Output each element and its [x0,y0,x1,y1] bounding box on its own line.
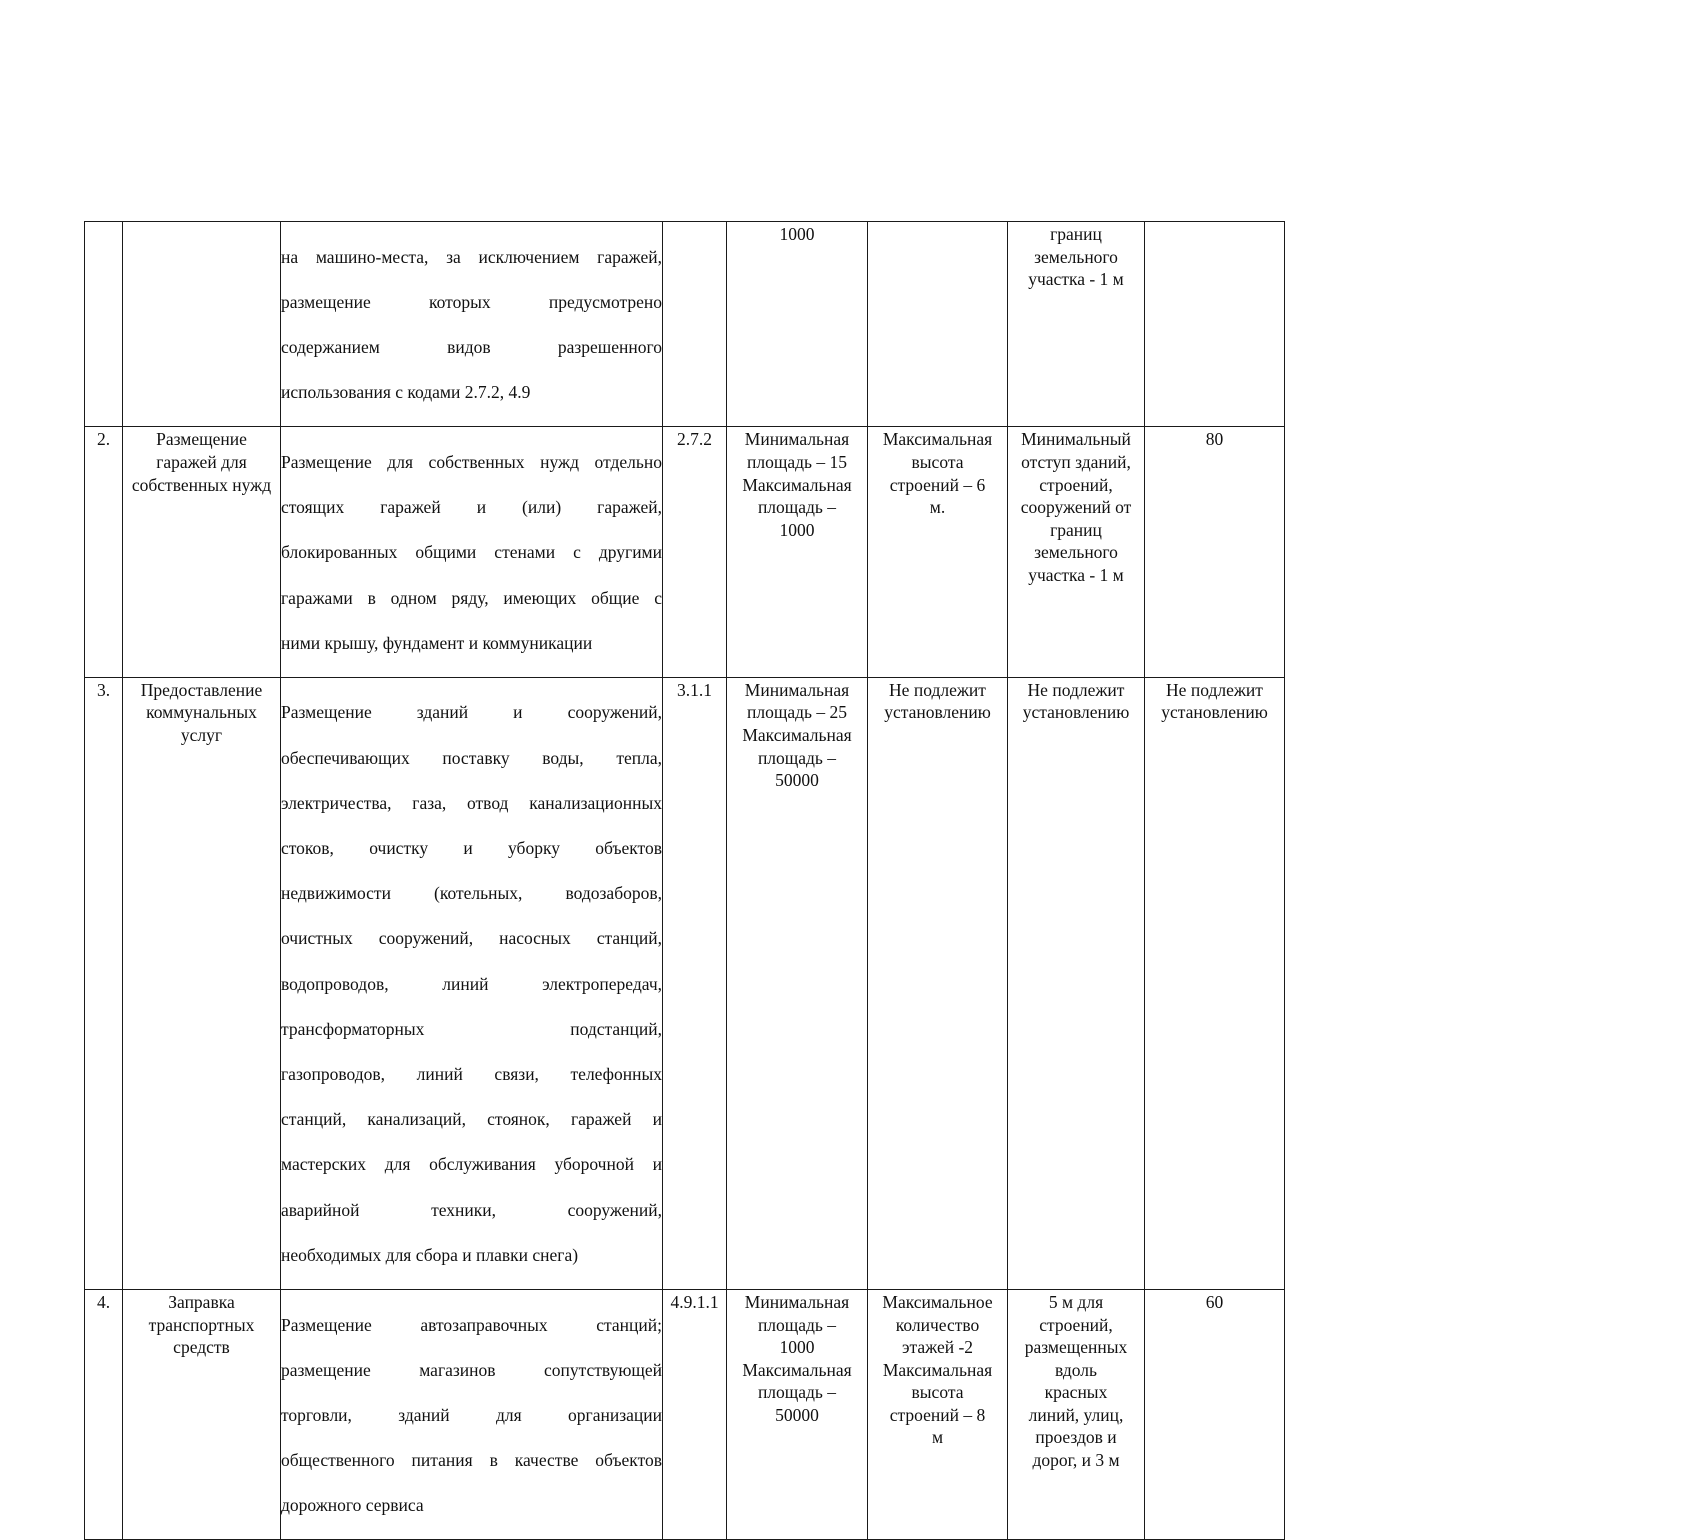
row-number-cell: 3. [85,677,123,1289]
use-code-cell: 4.9.1.1 [663,1289,727,1540]
description-line: дорожного сервиса [281,1495,424,1516]
description-line: гаражами в одном ряду, имеющих общие с [281,587,662,608]
row-number-cell [85,222,123,427]
row-number-cell: 2. [85,427,123,678]
plot-area-cell: Минимальная площадь – 15 Максимальная площадь – 1000 [727,427,868,678]
setback-cell: 5 м для строений, размещенных вдоль красных линий, улиц, проездов и дорог, и 3 м [1008,1289,1145,1540]
use-code-cell: 3.1.1 [663,677,727,1289]
description-line: мастерских для обслуживания уборочной и [281,1154,662,1175]
use-name-cell [123,222,281,427]
coverage-percent-cell: 60 [1145,1289,1285,1540]
description-line: необходимых для сбора и плавки снега) [281,1244,579,1265]
use-description-cell [281,677,663,1289]
description-line: аварийной техники, сооружений, [281,1199,662,1220]
building-height-cell: Максимальное количество этажей -2 Максимальная высота строений – 8 м [868,1289,1008,1540]
table-row [85,222,1285,427]
building-height-cell [868,222,1008,427]
description-line: электричества, газа, отвод канализационных [281,792,662,813]
coverage-percent-cell: Не подлежит установлению [1145,677,1285,1289]
description-line: использования с кодами 2.7.2, 4.9 [281,382,531,403]
description-line: очистных сооружений, насосных станций, [281,928,662,949]
use-code-cell: 2.7.2 [663,427,727,678]
plot-area-cell: 1000 [727,222,868,427]
description-line: торговли, зданий для организации [281,1404,662,1425]
use-description-cell [281,222,663,427]
building-height-cell: Не подлежит установлению [868,677,1008,1289]
table-row [85,427,1285,678]
coverage-percent-cell [1145,222,1285,427]
description-line: на машино-места, за исключением гаражей, [281,246,662,267]
description-line: трансформаторных подстанций, [281,1018,662,1039]
description-line: стоков, очистку и уборку объектов [281,838,662,859]
description-line: общественного питания в качестве объектов [281,1450,662,1471]
setback-cell: границ земельного участка - 1 м [1008,222,1145,427]
use-description-cell [281,427,663,678]
description-line: ними крышу, фундамент и коммуникации [281,632,593,653]
table-row [85,1289,1285,1540]
building-height-cell: Максимальная высота строений – 6 м. [868,427,1008,678]
description-line: газопроводов, линий связи, телефонных [281,1063,662,1084]
use-code-cell [663,222,727,427]
description-line: Размещение зданий и сооружений, [281,702,662,723]
description-line: водопроводов, линий электропередач, [281,973,662,994]
setback-cell: Не подлежит установлению [1008,677,1145,1289]
description-line: обеспечивающих поставку воды, тепла, [281,747,662,768]
use-description-cell [281,1289,663,1540]
description-line: блокированных общими стенами с другими [281,542,662,563]
description-line: содержанием видов разрешенного [281,336,662,357]
description-line: Размещение для собственных нужд отдельно [281,451,662,472]
plot-area-cell: Минимальная площадь – 1000 Максимальная площадь – 50000 [727,1289,868,1540]
description-line: размещение которых предусмотрено [281,291,662,312]
use-name-cell: Заправка транспортных средств [123,1289,281,1540]
description-line: станций, канализаций, стоянок, гаражей и [281,1109,662,1130]
description-line: стоящих гаражей и (или) гаражей, [281,497,662,518]
plot-area-cell: Минимальная площадь – 25 Максимальная площадь – 50000 [727,677,868,1289]
use-name-cell: Предоставление коммунальных услуг [123,677,281,1289]
coverage-percent-cell: 80 [1145,427,1285,678]
description-line: недвижимости (котельных, водозаборов, [281,883,662,904]
description-line: размещение магазинов сопутствующей [281,1359,662,1380]
setback-cell: Минимальный отступ зданий, строений, сооружений от границ земельного участка - 1 м [1008,427,1145,678]
use-name-cell: Размещение гаражей для собственных нужд [123,427,281,678]
description-line: Размещение автозаправочных станций; [281,1314,662,1335]
row-number-cell: 4. [85,1289,123,1540]
table-row [85,677,1285,1289]
land-use-table [84,221,1285,1540]
